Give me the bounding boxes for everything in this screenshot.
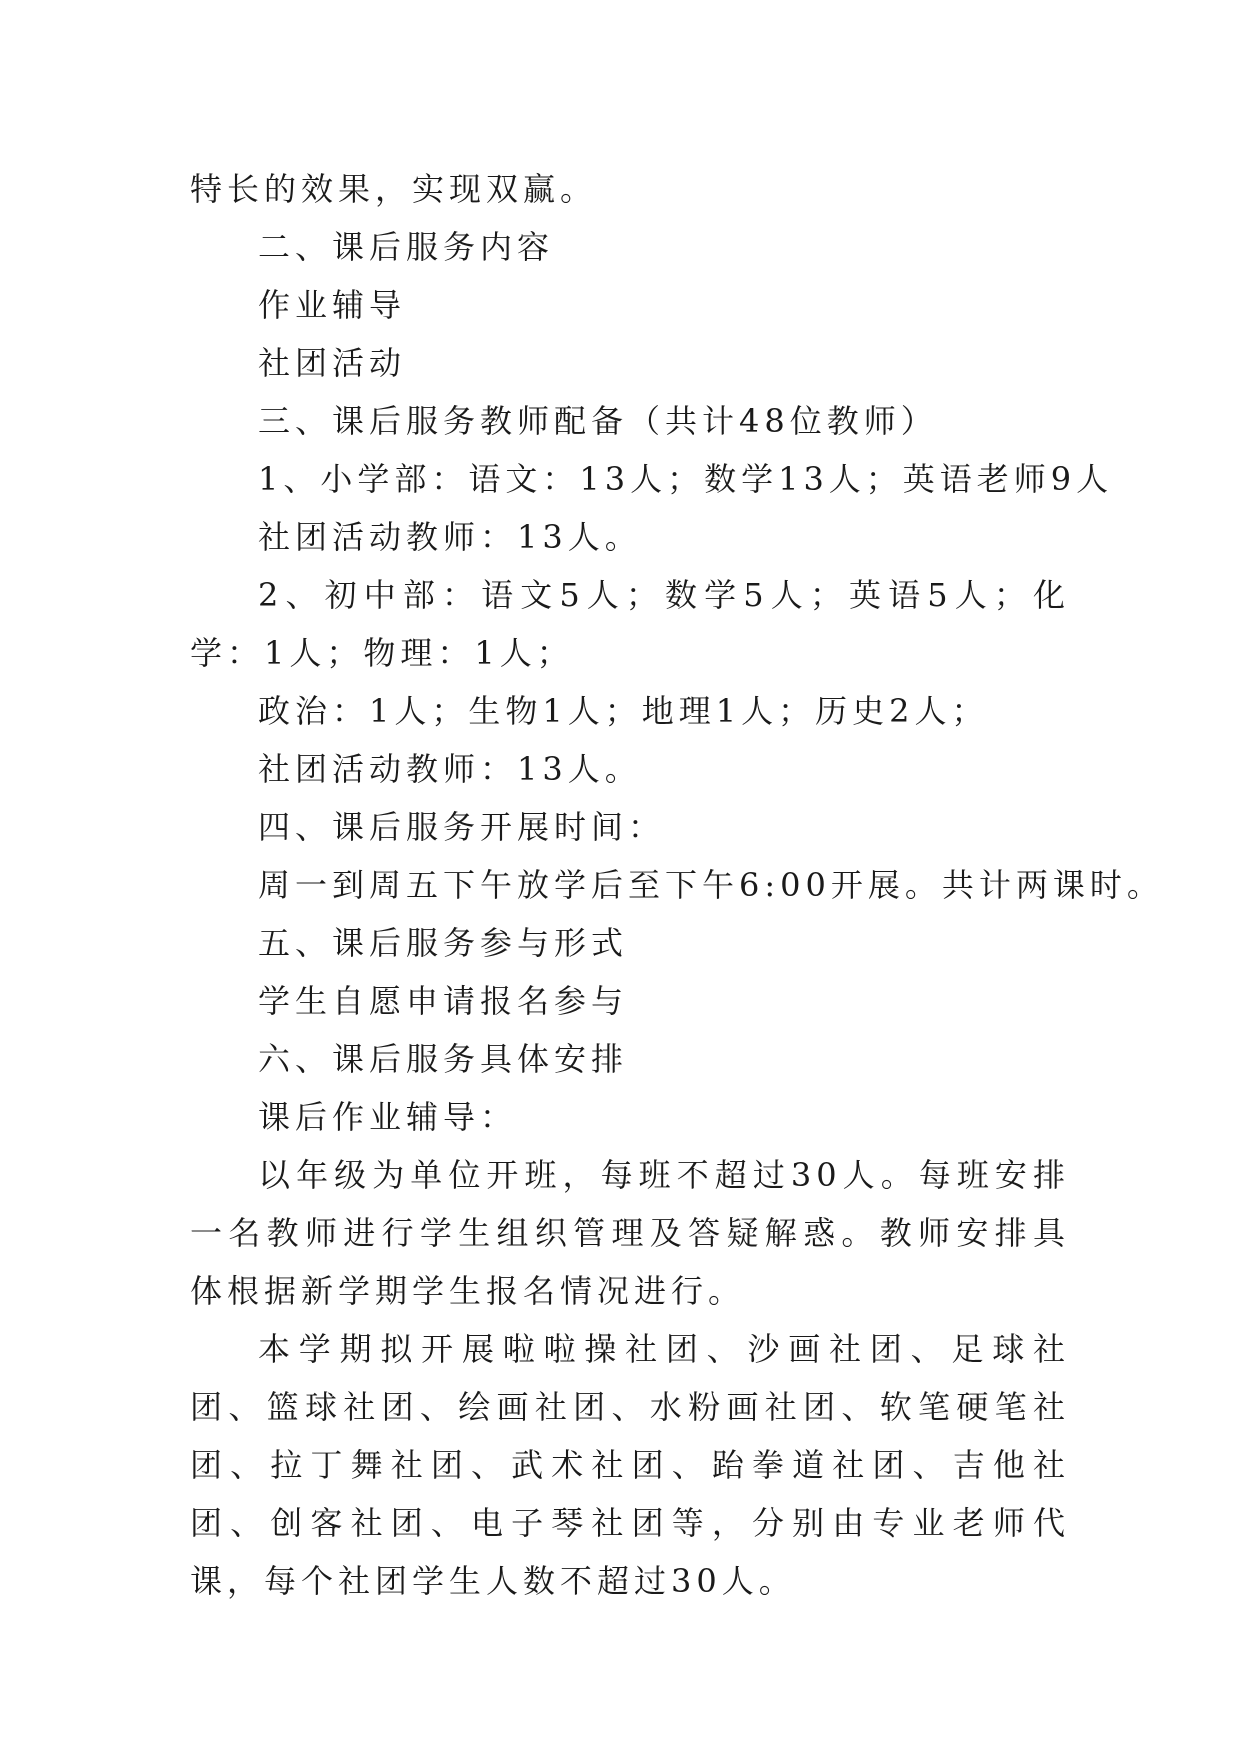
middle-club-teachers: 社团活动教师：13人。 (258, 750, 642, 788)
section-heading-form: 五、课后服务参与形式 (258, 924, 629, 962)
section-heading-content: 二、课后服务内容 (258, 228, 555, 266)
content-item-clubs: 社团活动 (258, 344, 407, 382)
section-heading-arrangement: 六、课后服务具体安排 (258, 1040, 629, 1078)
homework-heading: 课后作业辅导： (258, 1098, 518, 1136)
document-body (190, 160, 1164, 1610)
clubs-paragraph: 本学期拟开展啦啦操社团、沙画社团、足球社团、篮球社团、绘画社团、水粉画社团、软笔硬笔社团、拉丁舞社团、武术社团、跆拳道社团、吉他社团、创客社团、电子琴社团等，分别由专业老师代课，每个社团学生人数不超过30人。 (190, 1330, 1070, 1600)
middle-school-staffing: 2、初中部：语文5人；数学5人；英语5人；化学：1人；物理：1人； (190, 576, 1070, 672)
homework-paragraph: 以年级为单位开班，每班不超过30人。每班安排一名教师进行学生组织管理及答疑解惑。教师安排具体根据新学期学生报名情况进行。 (190, 1156, 1070, 1310)
continuation-line: 特长的效果，实现双赢。 (190, 170, 598, 208)
service-time: 周一到周五下午放学后至下午6:00开展。共计两课时。 (258, 866, 1164, 904)
primary-club-teachers: 社团活动教师：13人。 (258, 518, 642, 556)
primary-school-staffing: 1、小学部：语文：13人；数学13人；英语老师9人 (258, 460, 1114, 498)
participation-form: 学生自愿申请报名参与 (258, 982, 629, 1020)
middle-school-staffing-cont: 政治：1人；生物1人；地理1人；历史2人； (258, 692, 989, 730)
content-item-homework: 作业辅导 (258, 286, 407, 324)
section-heading-teachers: 三、课后服务教师配备（共计48位教师） (258, 402, 938, 440)
section-heading-time: 四、课后服务开展时间： (258, 808, 666, 846)
